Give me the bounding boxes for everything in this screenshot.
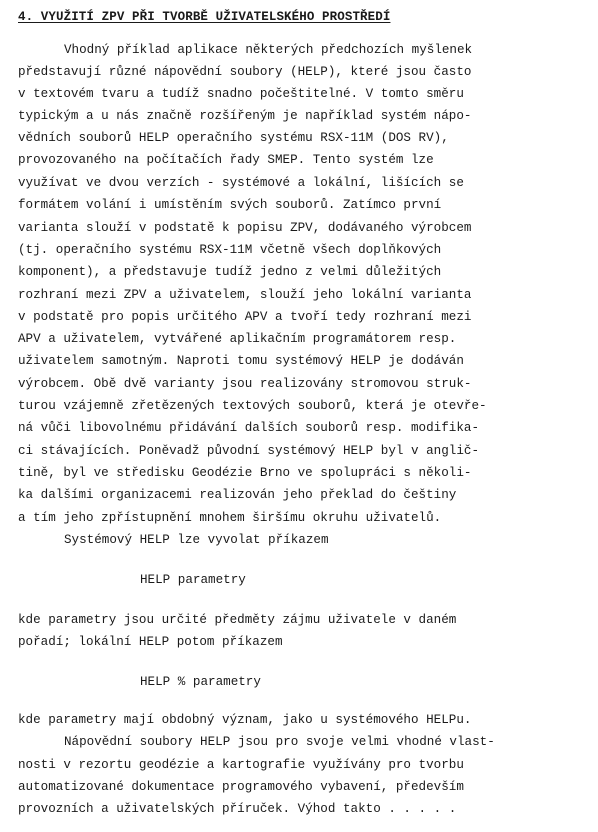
text-line: turou vzájemně zřetězených textových souborů, která je otevře- [18,399,487,413]
text-line: kde parametry mají obdobný význam, jako u systémového HELPu. [18,713,472,727]
text-line: Nápovědní soubory HELP jsou pro svoje velmi vhodné vlast- [64,735,495,749]
text-line: provozovaného na počítačích řady SMEP. Tento systém lze [18,153,434,167]
text-line: a tím jeho zpřístupnění mnohem širšímu okruhu uživatelů. [18,511,442,525]
text-line: ci stávajících. Poněvadž původní systémový HELP byl v anglič- [18,444,480,458]
text-line: rozhraní mezi ZPV a uživatelem, slouží jeho lokální varianta [18,288,472,302]
text-line: představují různé nápovědní soubory (HELP), které jsou často [18,65,472,79]
text-line: kde parametry jsou určité předměty zájmu uživatele v daném [18,613,457,627]
text-line: komponent), a představuje tudíž jedno z velmi důležitých [18,265,442,279]
text-line: APV a uživatelem, vytvářené aplikačním programátorem resp. [18,332,457,346]
text-line: Vhodný příklad aplikace některých předchozích myšlenek [64,43,473,57]
text-line: pořadí; lokální HELP potom příkazem [18,635,283,649]
text-line: výrobcem. Obě dvě varianty jsou realizovány stromovou struk- [18,377,472,391]
text-line: uživatelem samotným. Naproti tomu systémový HELP je dodáván [18,354,464,368]
text-line: automatizované dokumentace programového vybavení, především [18,780,464,794]
section-heading: 4. VYUŽITÍ ZPV PŘI TVORBĚ UŽIVATELSKÉHO PROSTŘEDÍ [18,10,391,24]
command-example-global: HELP parametry [140,573,246,587]
text-line: ná vůči libovolnému přidávání dalších souborů resp. modifika- [18,421,480,435]
text-line: nosti v rezortu geodézie a kartografie využívány pro tvorbu [18,758,464,772]
text-line: využívat ve dvou verzích - systémové a lokální, lišících se [18,176,464,190]
text-line: v textovém tvaru a tudíž snadno počeštitelné. V tomto směru [18,87,464,101]
text-line: provozních a uživatelských příruček. Výhod takto . . . . . [18,802,457,816]
text-line: typickým a u nás značně rozšířeným je například systém nápo- [18,109,472,123]
command-example-local: HELP % parametry [140,675,261,689]
text-line: varianta slouží v podstatě k popisu ZPV, dodávaného výrobcem [18,221,472,235]
text-line: (tj. operačního systému RSX-11M včetně všech doplňkových [18,243,442,257]
text-line: Systémový HELP lze vyvolat příkazem [64,533,329,547]
text-line: ka dalšími organizacemi realizován jeho překlad do češtiny [18,488,457,502]
text-line: vědních souborů HELP operačního systému RSX-11M (DOS RV), [18,131,449,145]
text-line: tině, byl ve středisku Geodézie Brno ve spolupráci s několi- [18,466,472,480]
text-line: v podstatě pro popis určitého APV a tvoří tedy rozhraní mezi [18,310,472,324]
text-line: formátem volání i umístěním svých souborů. Zatímco první [18,198,442,212]
